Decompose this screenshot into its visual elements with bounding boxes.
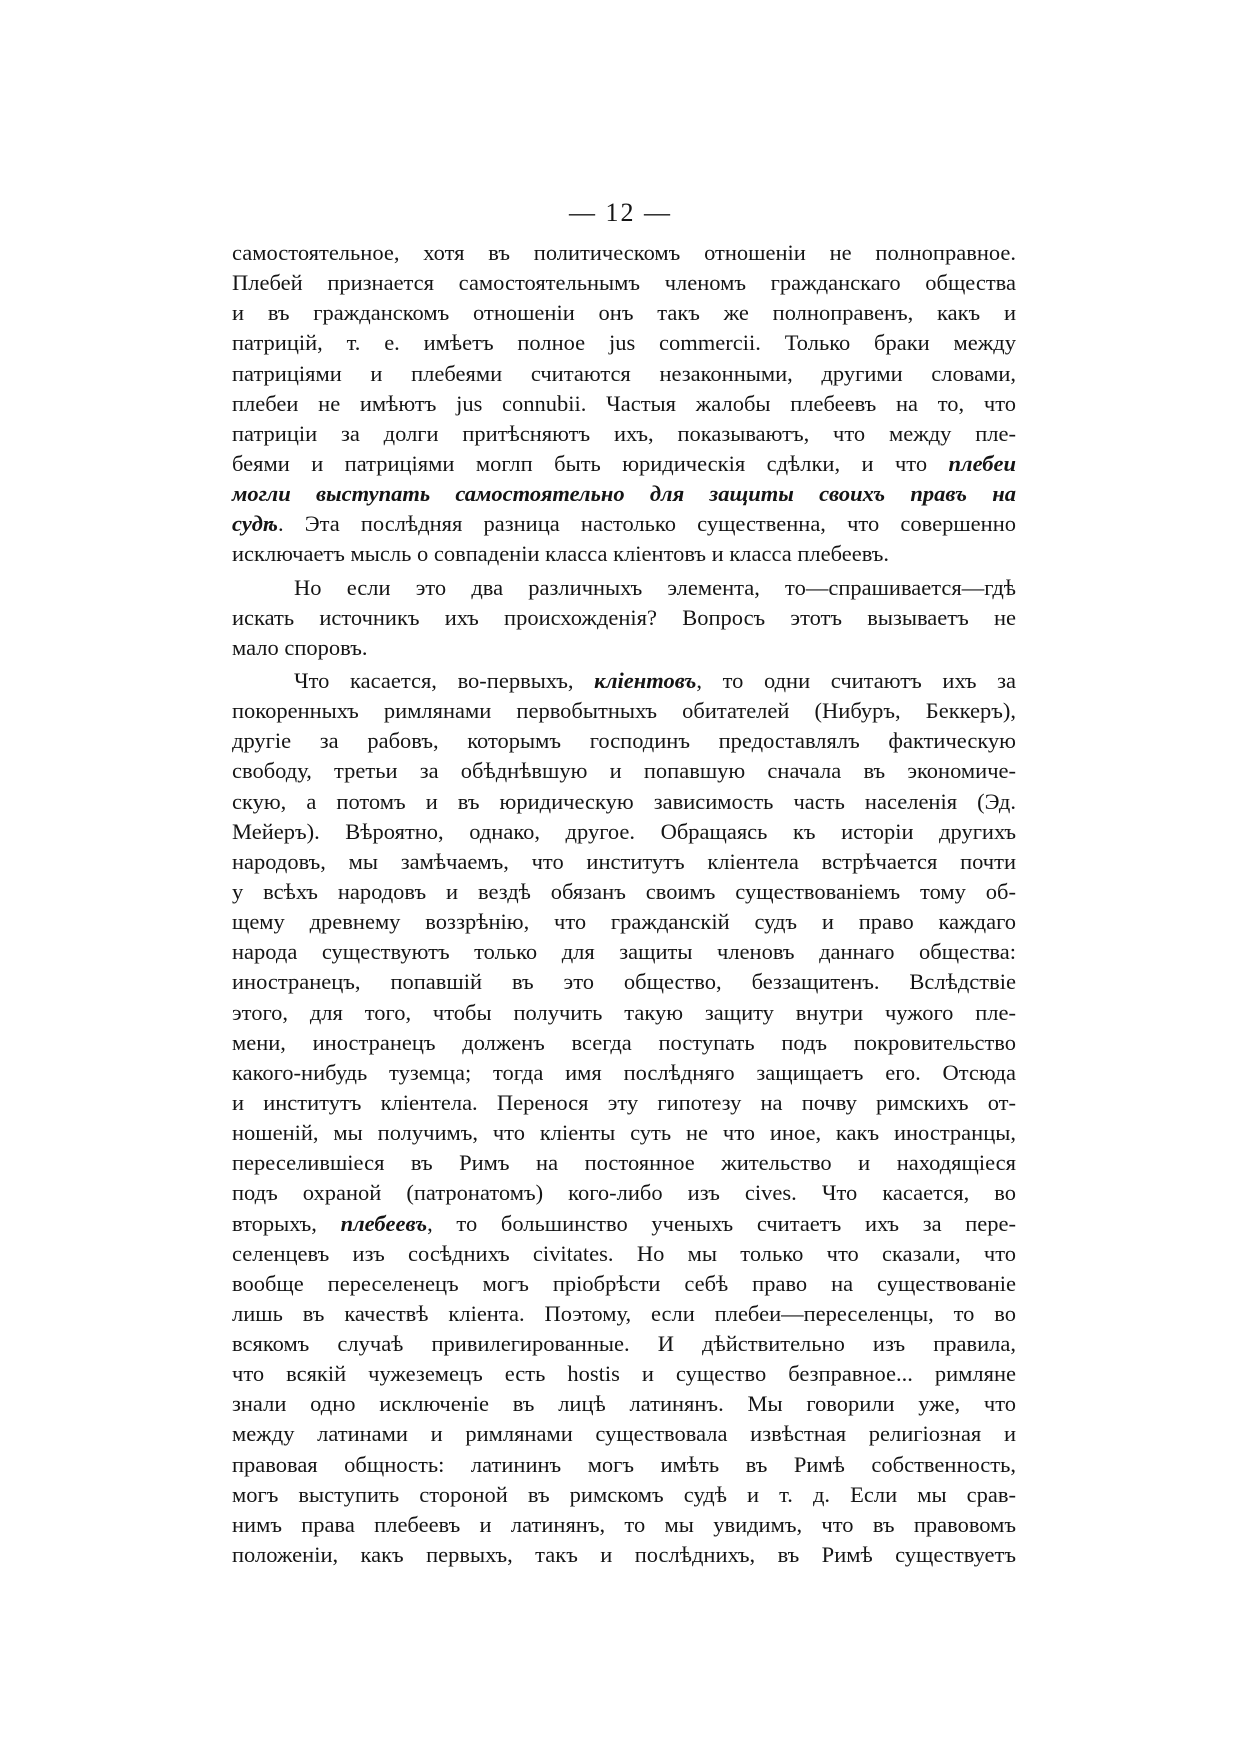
line-text: другіе за рабовъ, которымъ господинъ предоставлялъ фактическую [232, 728, 1016, 754]
text-line [232, 666, 1016, 696]
text-line [232, 1148, 1016, 1178]
text-line [232, 756, 1016, 786]
text-line [232, 419, 1016, 449]
line-text: Мейеръ). Вѣроятно, однако, другое. Обращаясь къ исторіи другихъ [232, 818, 1016, 844]
line-text: вообще переселенецъ могъ пріобрѣсти себѣ право на существованіе [232, 1270, 1016, 1296]
text-line [232, 696, 1016, 726]
line-text: плебеи не имѣютъ jus connubii. Частыя жалобы плебеевъ на то, что [232, 390, 1016, 416]
line-text: иностранецъ, попавшій въ это общество, беззащитенъ. Вслѣдствіе [232, 969, 1016, 995]
text-line [232, 907, 1016, 937]
text-line [232, 238, 1016, 268]
text-line [232, 1028, 1016, 1058]
text-line [232, 1118, 1016, 1148]
text-line [232, 1389, 1016, 1419]
body-text [232, 238, 1016, 1570]
line-text: Что касается, во-первыхъ, [294, 667, 595, 693]
emphasis-text: кліентовъ [594, 667, 697, 693]
line-text: патрицій, т. е. имѣетъ полное jus commercii. Только браки между [232, 330, 1016, 356]
line-text: у всѣхъ народовъ и вездѣ обязанъ своимъ существованіемъ тому об- [232, 878, 1016, 904]
line-text: знали одно исключеніе въ лицѣ латинянъ. Мы говорили уже, что [232, 1391, 1016, 1417]
text-line [232, 298, 1016, 328]
text-line [232, 1510, 1016, 1540]
line-text: положеніи, какъ первыхъ, такъ и послѣднихъ, въ Римѣ существуетъ [232, 1542, 1016, 1568]
line-text: патриціями и плебеями считаются незаконными, другими словами, [232, 360, 1016, 386]
line-text: народа существуютъ только для защиты членовъ даннаго общества: [232, 939, 1016, 965]
text-line [232, 509, 1016, 539]
text-line [232, 817, 1016, 847]
line-text: мало споровъ. [232, 634, 368, 660]
text-line [232, 479, 1016, 509]
text-line [232, 539, 1016, 569]
text-line [232, 1269, 1016, 1299]
text-line [232, 1088, 1016, 1118]
emphasis-text: судѣ [232, 511, 278, 537]
line-text: вторыхъ, [232, 1210, 341, 1236]
text-line [232, 1329, 1016, 1359]
text-line [232, 449, 1016, 479]
line-text: свободу, третьи за обѣднѣвшую и попавшую сначала въ экономиче- [232, 758, 1016, 784]
text-line [232, 328, 1016, 358]
text-line [232, 603, 1016, 633]
text-line [232, 787, 1016, 817]
line-text: , то большинство ученыхъ считаетъ ихъ за пере- [427, 1210, 1016, 1236]
line-text: селенцевъ изъ сосѣднихъ civitates. Но мы только что сказали, что [232, 1240, 1016, 1266]
text-line [232, 847, 1016, 877]
emphasis-text: плебеи [948, 450, 1016, 476]
line-text: между латинами и римлянами существовала извѣстная религіозная и [232, 1421, 1016, 1447]
line-text: самостоятельное, хотя въ политическомъ отношеніи не полноправное. [232, 240, 1016, 265]
text-line [232, 726, 1016, 756]
text-line [232, 1359, 1016, 1389]
emphasis-text: плебеевъ [340, 1210, 428, 1236]
line-text: ношеній, мы получимъ, что кліенты суть не что иное, какъ иностранцы, [232, 1120, 1016, 1146]
line-text: . Эта послѣдняя разница настолько существенна, что совершенно [277, 511, 1016, 537]
page-number: — 12 — [569, 198, 672, 227]
line-text: патриціи за долги притѣсняютъ ихъ, показываютъ, что между пле- [232, 420, 1016, 446]
line-text: этого, для того, чтобы получить такую защиту внутри чужого пле- [232, 999, 1016, 1025]
text-line [232, 1058, 1016, 1088]
line-text: всякомъ случаѣ привилегированные. И дѣйствительно изъ правила, [232, 1331, 1016, 1357]
emphasis-text: могли выступать самостоятельно для защиты своихъ правъ на [232, 481, 1016, 507]
line-text: что всякій чужеземецъ есть hostis и существо безправное... римляне [232, 1361, 1016, 1387]
text-line [232, 1178, 1016, 1208]
text-line [232, 967, 1016, 997]
text-line [232, 573, 1016, 603]
line-text: мени, иностранецъ долженъ всегда поступать подъ покровительство [232, 1029, 1016, 1055]
text-line [232, 1209, 1016, 1239]
text-line [232, 1450, 1016, 1480]
text-line [232, 1419, 1016, 1449]
line-text: искать источникъ ихъ происхожденія? Вопросъ этотъ вызываетъ не [232, 604, 1016, 630]
text-line [232, 359, 1016, 389]
line-text: народовъ, мы замѣчаемъ, что институтъ кліентела встрѣчается почти [232, 848, 1016, 874]
line-text: нимъ права плебеевъ и латинянъ, то мы увидимъ, что въ правовомъ [232, 1511, 1016, 1537]
line-text: и институтъ кліентела. Перенося эту гипотезу на почву римскихъ от- [232, 1089, 1016, 1115]
text-line [232, 937, 1016, 967]
text-line [232, 998, 1016, 1028]
line-text: лишь въ качествѣ кліента. Поэтому, если плебеи—переселенцы, то во [232, 1300, 1016, 1326]
line-text: подъ охраной (патронатомъ) кого-либо изъ cives. Что касается, во [232, 1180, 1016, 1206]
line-text: беями и патриціями моглп быть юридическія сдѣлки, и что [232, 450, 949, 476]
line-text: какого-нибудь туземца; тогда имя послѣдняго защищаетъ его. Отсюда [232, 1059, 1016, 1085]
text-line [232, 1540, 1016, 1570]
text-line [232, 268, 1016, 298]
text-line [232, 633, 1016, 663]
text-line [232, 1299, 1016, 1329]
line-text: , то одни считаютъ ихъ за [696, 667, 1016, 693]
line-text: щему древнему воззрѣнію, что гражданскій судъ и право каждаго [232, 909, 1016, 935]
line-text: покоренныхъ римлянами первобытныхъ обитателей (Нибуръ, Беккеръ), [232, 698, 1016, 724]
line-text: скую, а потомъ и въ юридическую зависимость часть населенія (Эд. [232, 788, 1016, 814]
text-line [232, 877, 1016, 907]
line-text: Но если это два различныхъ элемента, то—спрашивается—гдѣ [294, 574, 1016, 600]
line-text: переселившіеся въ Римъ на постоянное жительство и находящіеся [232, 1150, 1016, 1176]
line-text: исключаетъ мысль о совпаденіи класса кліентовъ и класса плебеевъ. [232, 541, 890, 567]
line-text: Плебей признается самостоятельнымъ членомъ гражданскаго общества [232, 270, 1016, 296]
text-line [232, 1239, 1016, 1269]
line-text: правовая общность: латининъ могъ имѣть въ Римѣ собственность, [232, 1451, 1016, 1477]
text-line [232, 389, 1016, 419]
text-line [232, 1480, 1016, 1510]
line-text: могъ выступить стороной въ римскомъ судѣ и т. д. Если мы срав- [232, 1481, 1016, 1507]
line-text: и въ гражданскомъ отношеніи онъ такъ же полноправенъ, какъ и [232, 300, 1016, 326]
